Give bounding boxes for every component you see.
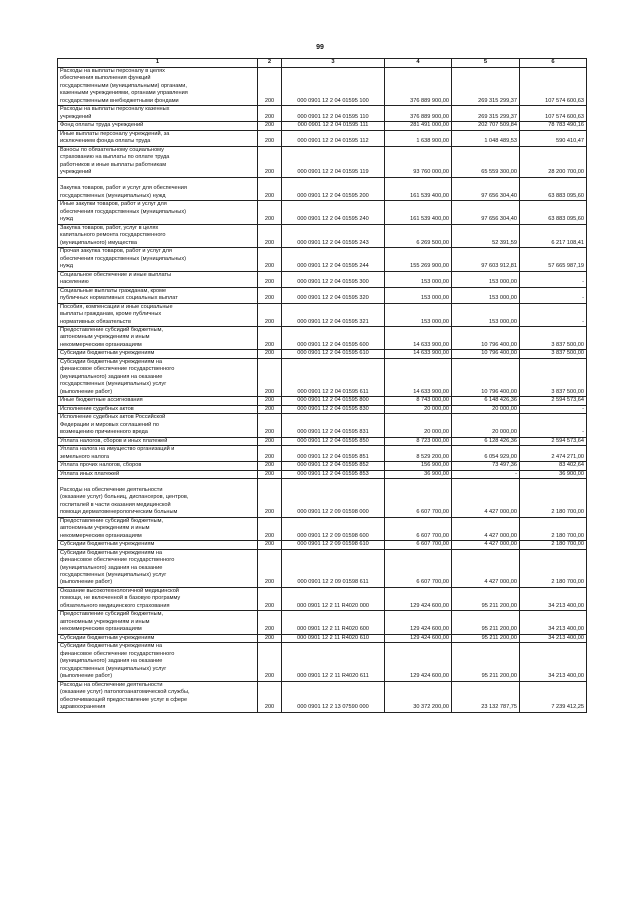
budget-classification-code: 000 0901 12 2 11 R4020 600 — [282, 611, 385, 634]
approved-amount: 20 000,00 — [385, 414, 452, 437]
admin-code: 200 — [258, 634, 282, 642]
table-row — [58, 122, 587, 130]
executed-amount: 153 000,00 — [452, 303, 520, 326]
approved-amount: 376 889 900,00 — [385, 68, 452, 106]
budget-classification-code: 000 0901 12 2 11 R4020 610 — [282, 634, 385, 642]
expense-name: Закупка товаров, работ и услуг для обеспечения государственных (муниципальных) нужд — [58, 177, 258, 200]
unexecuted-amount: 3 837 500,00 — [520, 350, 587, 358]
unexecuted-amount: - — [520, 414, 587, 437]
executed-amount: 269 315 299,37 — [452, 106, 520, 122]
table-body — [58, 68, 587, 713]
unexecuted-amount: 83 402,64 — [520, 462, 587, 470]
executed-amount: 97 656 304,40 — [452, 177, 520, 200]
executed-amount: 10 796 400,00 — [452, 350, 520, 358]
expense-name: Предоставление субсидий бюджетным, автономным учреждениям и иным некоммерческим организациям — [58, 611, 258, 634]
admin-code: 200 — [258, 130, 282, 146]
expense-name: Расходы на выплаты персоналу казенных учреждений — [58, 106, 258, 122]
table-row — [58, 177, 587, 200]
approved-amount: 1 638 900,00 — [385, 130, 452, 146]
table-row — [58, 414, 587, 437]
approved-amount: 6 607 700,00 — [385, 541, 452, 549]
approved-amount: 129 424 600,00 — [385, 611, 452, 634]
approved-amount: 20 000,00 — [385, 405, 452, 413]
table-row — [58, 397, 587, 405]
approved-amount: 14 633 900,00 — [385, 358, 452, 396]
table-row — [58, 224, 587, 247]
table-row — [58, 681, 587, 712]
expense-name: Оказание высокотехнологичной медицинской помощи, не включенной в базовую программу обязательного медицинского страхования — [58, 587, 258, 610]
executed-amount: 73 497,36 — [452, 462, 520, 470]
expense-name: Предоставление субсидий бюджетным, автономным учреждениям и иным некоммерческим организациям — [58, 326, 258, 349]
budget-classification-code: 000 0901 12 2 04 01595 112 — [282, 130, 385, 146]
expense-name: Расходы на обеспечение деятельности (оказание услуг) патологоанатомической службы, обеспечивающей предоставление услуг в сфере здравоохранения — [58, 681, 258, 712]
admin-code: 200 — [258, 462, 282, 470]
approved-amount: 161 539 400,00 — [385, 177, 452, 200]
table-row — [58, 541, 587, 549]
expense-name: Иные закупки товаров, работ и услуг для обеспечения государственных (муниципальных) нужд — [58, 201, 258, 224]
executed-amount: 4 427 000,00 — [452, 517, 520, 540]
budget-classification-code: 000 0901 12 2 04 01595 119 — [282, 146, 385, 177]
executed-amount: 6 148 426,36 — [452, 397, 520, 405]
approved-amount: 93 760 000,00 — [385, 146, 452, 177]
budget-classification-code: 000 0901 12 2 04 01595 320 — [282, 287, 385, 303]
budget-table — [57, 58, 587, 713]
budget-classification-code: 000 0901 12 2 09 01598 600 — [282, 517, 385, 540]
admin-code: 200 — [258, 479, 282, 517]
admin-code: 200 — [258, 201, 282, 224]
page-number: 99 — [316, 44, 324, 51]
budget-classification-code: 000 0901 12 2 04 01595 851 — [282, 446, 385, 462]
budget-classification-code: 000 0901 12 2 04 01595 243 — [282, 224, 385, 247]
expense-name: Социальное обеспечение и иные выплаты населению — [58, 271, 258, 287]
expense-name: Закупка товаров, работ, услуг в целях капитального ремонта государственного (муниципального) имущества — [58, 224, 258, 247]
approved-amount: 376 889 900,00 — [385, 106, 452, 122]
budget-classification-code: 000 0901 12 2 11 R4020 611 — [282, 643, 385, 681]
table-header — [58, 59, 587, 68]
budget-classification-code: 000 0901 12 2 04 01595 830 — [282, 405, 385, 413]
unexecuted-amount: 63 883 095,60 — [520, 201, 587, 224]
table-row — [58, 462, 587, 470]
admin-code: 200 — [258, 470, 282, 478]
budget-classification-code: 000 0901 12 2 04 01595 321 — [282, 303, 385, 326]
approved-amount: 129 424 600,00 — [385, 643, 452, 681]
executed-amount: 10 796 400,00 — [452, 326, 520, 349]
budget-classification-code: 000 0901 12 2 09 01598 610 — [282, 541, 385, 549]
executed-amount: 269 315 299,37 — [452, 68, 520, 106]
approved-amount: 153 000,00 — [385, 303, 452, 326]
admin-code: 200 — [258, 517, 282, 540]
admin-code: 200 — [258, 271, 282, 287]
expense-name: Уплата прочих налогов, сборов — [58, 462, 258, 470]
expense-name: Уплата иных платежей — [58, 470, 258, 478]
table-row — [58, 287, 587, 303]
expense-name: Иные бюджетные ассигнования — [58, 397, 258, 405]
header-col-4: 4 — [385, 59, 452, 68]
table-row — [58, 146, 587, 177]
admin-code: 200 — [258, 68, 282, 106]
budget-classification-code: 000 0901 12 2 04 01595 800 — [282, 397, 385, 405]
admin-code: 200 — [258, 146, 282, 177]
admin-code: 200 — [258, 446, 282, 462]
table-row — [58, 130, 587, 146]
executed-amount: 1 048 489,53 — [452, 130, 520, 146]
admin-code: 200 — [258, 405, 282, 413]
approved-amount: 36 900,00 — [385, 470, 452, 478]
admin-code: 200 — [258, 248, 282, 271]
unexecuted-amount: 6 217 108,41 — [520, 224, 587, 247]
table-row — [58, 611, 587, 634]
header-row — [58, 59, 587, 68]
approved-amount: 153 000,00 — [385, 287, 452, 303]
admin-code: 200 — [258, 177, 282, 200]
budget-classification-code: 000 0901 12 2 04 01595 240 — [282, 201, 385, 224]
budget-classification-code: 000 0901 12 2 04 01595 244 — [282, 248, 385, 271]
budget-classification-code: 000 0901 12 2 04 01595 111 — [282, 122, 385, 130]
admin-code: 200 — [258, 414, 282, 437]
approved-amount: 8 529 200,00 — [385, 446, 452, 462]
unexecuted-amount: 2 180 700,00 — [520, 549, 587, 587]
unexecuted-amount: - — [520, 287, 587, 303]
expense-name: Субсидии бюджетным учреждениям — [58, 634, 258, 642]
approved-amount: 161 539 400,00 — [385, 201, 452, 224]
table-row — [58, 271, 587, 287]
unexecuted-amount: 34 213 400,00 — [520, 611, 587, 634]
executed-amount: 153 000,00 — [452, 271, 520, 287]
header-col-6: 6 — [520, 59, 587, 68]
unexecuted-amount: 28 200 700,00 — [520, 146, 587, 177]
expense-name: Социальные выплаты гражданам, кроме публичных нормативных социальных выплат — [58, 287, 258, 303]
unexecuted-amount: - — [520, 303, 587, 326]
header-col-2: 2 — [258, 59, 282, 68]
unexecuted-amount: 7 239 412,25 — [520, 681, 587, 712]
admin-code: 200 — [258, 287, 282, 303]
approved-amount: 6 607 700,00 — [385, 479, 452, 517]
executed-amount: 65 559 300,00 — [452, 146, 520, 177]
unexecuted-amount: 2 594 573,64 — [520, 397, 587, 405]
expense-name: Пособия, компенсации и иные социальные выплаты гражданам, кроме публичных нормативных обязательств — [58, 303, 258, 326]
unexecuted-amount: - — [520, 271, 587, 287]
budget-classification-code: 000 0901 12 2 04 01595 852 — [282, 462, 385, 470]
executed-amount: 95 211 200,00 — [452, 611, 520, 634]
expense-name: Расходы на выплаты персоналу в целях обеспечения выполнения функций государственными (муниципальными) органами, казенными учреждениями, органами управления государственными внебюджетными фондами — [58, 68, 258, 106]
executed-amount: 4 427 000,00 — [452, 479, 520, 517]
table-row — [58, 437, 587, 445]
header-col-5: 5 — [452, 59, 520, 68]
admin-code: 200 — [258, 303, 282, 326]
table-row — [58, 446, 587, 462]
approved-amount: 281 491 000,00 — [385, 122, 452, 130]
unexecuted-amount: - — [520, 405, 587, 413]
table-row — [58, 587, 587, 610]
executed-amount: 4 427 000,00 — [452, 549, 520, 587]
executed-amount: 20 000,00 — [452, 414, 520, 437]
expense-name: Фонд оплаты труда учреждений — [58, 122, 258, 130]
table-row — [58, 68, 587, 106]
expense-name: Исполнение судебных актов Российской Федерации и мировых соглашений по возмещению причиненного вреда — [58, 414, 258, 437]
executed-amount: - — [452, 470, 520, 478]
executed-amount: 95 211 200,00 — [452, 587, 520, 610]
table-row — [58, 350, 587, 358]
unexecuted-amount: 3 837 500,00 — [520, 358, 587, 396]
executed-amount: 52 391,59 — [452, 224, 520, 247]
approved-amount: 14 633 900,00 — [385, 326, 452, 349]
budget-classification-code: 000 0901 12 2 04 01595 300 — [282, 271, 385, 287]
unexecuted-amount: 3 837 500,00 — [520, 326, 587, 349]
table-row — [58, 479, 587, 517]
expense-name: Предоставление субсидий бюджетным, автономным учреждениям и иным некоммерческим организациям — [58, 517, 258, 540]
table-row — [58, 106, 587, 122]
expense-name: Взносы по обязательному социальному страхованию на выплаты по оплате труда работников и иные выплаты работникам учреждений — [58, 146, 258, 177]
expense-name: Субсидии бюджетным учреждениям на финансовое обеспечение государственного (муниципального) задания на оказание государственных (муниципальных) услуг (выполнение работ) — [58, 358, 258, 396]
unexecuted-amount: 34 213 400,00 — [520, 634, 587, 642]
approved-amount: 6 607 700,00 — [385, 517, 452, 540]
table-row — [58, 201, 587, 224]
table-row — [58, 358, 587, 396]
unexecuted-amount: 36 900,00 — [520, 470, 587, 478]
approved-amount: 14 633 900,00 — [385, 350, 452, 358]
unexecuted-amount: 107 574 600,63 — [520, 106, 587, 122]
executed-amount: 95 211 200,00 — [452, 634, 520, 642]
budget-classification-code: 000 0901 12 2 04 01595 850 — [282, 437, 385, 445]
executed-amount: 97 603 912,81 — [452, 248, 520, 271]
approved-amount: 30 372 200,00 — [385, 681, 452, 712]
admin-code: 200 — [258, 541, 282, 549]
budget-classification-code: 000 0901 12 2 09 01598 000 — [282, 479, 385, 517]
budget-classification-code: 000 0901 12 2 04 01595 853 — [282, 470, 385, 478]
header-col-3: 3 — [282, 59, 385, 68]
executed-amount: 95 211 200,00 — [452, 643, 520, 681]
expense-name: Уплата налога на имущество организаций и земельного налога — [58, 446, 258, 462]
approved-amount: 129 424 600,00 — [385, 634, 452, 642]
budget-classification-code: 000 0901 12 2 09 01598 611 — [282, 549, 385, 587]
expense-name: Расходы на обеспечение деятельности (оказание услуг) больниц, диспансеров, центров, госпиталей в части оказания медицинской помощи дерматовенерологическим больным — [58, 479, 258, 517]
approved-amount: 153 000,00 — [385, 271, 452, 287]
approved-amount: 6 269 500,00 — [385, 224, 452, 247]
executed-amount: 202 707 509,84 — [452, 122, 520, 130]
expense-name: Субсидии бюджетным учреждениям — [58, 350, 258, 358]
executed-amount: 10 796 400,00 — [452, 358, 520, 396]
admin-code: 200 — [258, 106, 282, 122]
expense-name: Уплата налогов, сборов и иных платежей — [58, 437, 258, 445]
header-col-1: 1 — [58, 59, 258, 68]
admin-code: 200 — [258, 350, 282, 358]
admin-code: 200 — [258, 224, 282, 247]
admin-code: 200 — [258, 437, 282, 445]
admin-code: 200 — [258, 549, 282, 587]
table-row — [58, 326, 587, 349]
unexecuted-amount: 34 213 400,00 — [520, 643, 587, 681]
unexecuted-amount: 2 180 700,00 — [520, 479, 587, 517]
budget-classification-code: 000 0901 12 2 04 01595 110 — [282, 106, 385, 122]
unexecuted-amount: 2 594 573,64 — [520, 437, 587, 445]
admin-code: 200 — [258, 611, 282, 634]
unexecuted-amount: 2 474 271,00 — [520, 446, 587, 462]
executed-amount: 153 000,00 — [452, 287, 520, 303]
budget-classification-code: 000 0901 12 2 04 01595 200 — [282, 177, 385, 200]
admin-code: 200 — [258, 681, 282, 712]
table-row — [58, 643, 587, 681]
unexecuted-amount: 590 410,47 — [520, 130, 587, 146]
expense-name: Субсидии бюджетным учреждениям на финансовое обеспечение государственного (муниципального) задания на оказание государственных (муниципальных) услуг (выполнение работ) — [58, 549, 258, 587]
budget-classification-code: 000 0901 12 2 04 01595 100 — [282, 68, 385, 106]
unexecuted-amount: 107 574 600,63 — [520, 68, 587, 106]
approved-amount: 156 900,00 — [385, 462, 452, 470]
executed-amount: 97 656 304,40 — [452, 201, 520, 224]
approved-amount: 8 743 000,00 — [385, 397, 452, 405]
budget-classification-code: 000 0901 12 2 04 01595 610 — [282, 350, 385, 358]
table-row — [58, 303, 587, 326]
expense-name: Исполнение судебных актов — [58, 405, 258, 413]
budget-classification-code: 000 0901 12 2 04 01595 831 — [282, 414, 385, 437]
table-row — [58, 470, 587, 478]
admin-code: 200 — [258, 397, 282, 405]
budget-classification-code: 000 0901 12 2 04 01595 611 — [282, 358, 385, 396]
unexecuted-amount: 34 213 400,00 — [520, 587, 587, 610]
budget-classification-code: 000 0901 12 2 11 R4020 000 — [282, 587, 385, 610]
admin-code: 200 — [258, 587, 282, 610]
unexecuted-amount: 2 180 700,00 — [520, 517, 587, 540]
approved-amount: 129 424 600,00 — [385, 587, 452, 610]
admin-code: 200 — [258, 358, 282, 396]
approved-amount: 155 269 900,00 — [385, 248, 452, 271]
table-row — [58, 248, 587, 271]
unexecuted-amount: 63 883 095,60 — [520, 177, 587, 200]
approved-amount: 8 723 000,00 — [385, 437, 452, 445]
table-row — [58, 405, 587, 413]
unexecuted-amount: 57 665 987,19 — [520, 248, 587, 271]
expense-name: Субсидии бюджетным учреждениям — [58, 541, 258, 549]
admin-code: 200 — [258, 122, 282, 130]
executed-amount: 6 054 929,00 — [452, 446, 520, 462]
executed-amount: 6 128 426,36 — [452, 437, 520, 445]
expense-name: Субсидии бюджетным учреждениям на финансовое обеспечение государственного (муниципального) задания на оказание государственных (муниципальных) услуг (выполнение работ) — [58, 643, 258, 681]
unexecuted-amount: 78 783 490,16 — [520, 122, 587, 130]
admin-code: 200 — [258, 643, 282, 681]
executed-amount: 20 000,00 — [452, 405, 520, 413]
executed-amount: 23 132 787,75 — [452, 681, 520, 712]
budget-classification-code: 000 0901 12 2 13 07590 000 — [282, 681, 385, 712]
unexecuted-amount: 2 180 700,00 — [520, 541, 587, 549]
table-row — [58, 634, 587, 642]
budget-classification-code: 000 0901 12 2 04 01595 600 — [282, 326, 385, 349]
expense-name: Иные выплаты персоналу учреждений, за исключением фонда оплаты труда — [58, 130, 258, 146]
table-row — [58, 549, 587, 587]
table-row — [58, 517, 587, 540]
admin-code: 200 — [258, 326, 282, 349]
approved-amount: 6 607 700,00 — [385, 549, 452, 587]
executed-amount: 4 427 000,00 — [452, 541, 520, 549]
expense-name: Прочая закупка товаров, работ и услуг для обеспечения государственных (муниципальных) нужд — [58, 248, 258, 271]
